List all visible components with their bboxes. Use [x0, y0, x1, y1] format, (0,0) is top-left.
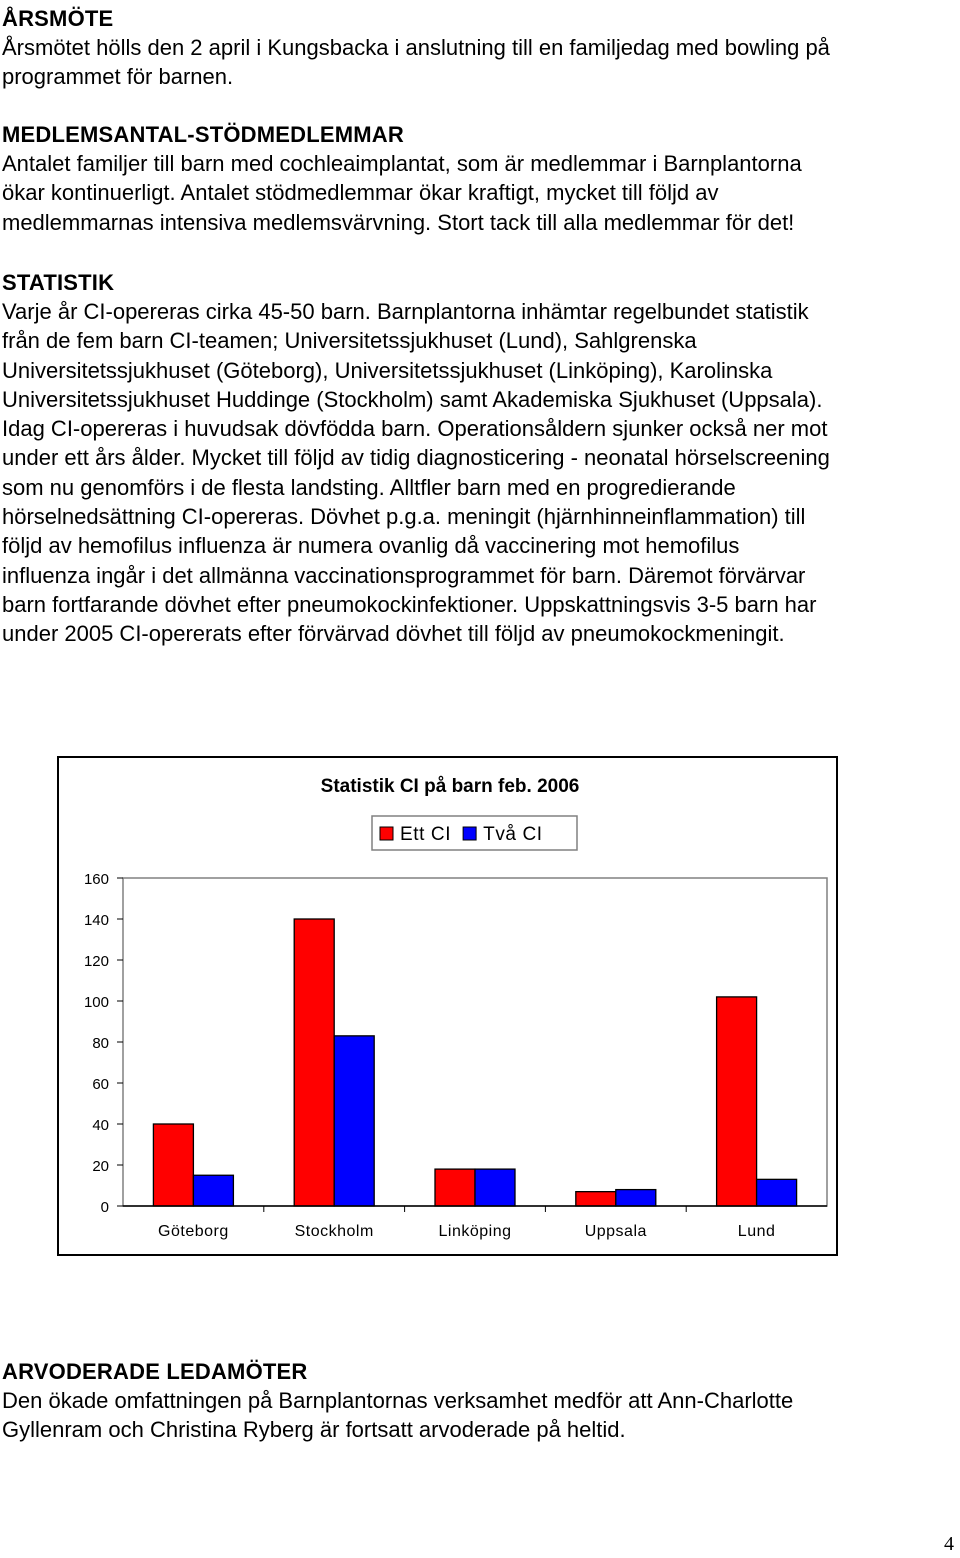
- bar: [717, 997, 757, 1206]
- page-number: 4: [944, 1533, 954, 1555]
- y-tick-label: 120: [83, 953, 109, 970]
- text-line: programmet för barnen.: [2, 64, 234, 90]
- text-line: influenza ingår i det allmänna vaccinationsprogrammet för barn. Däremot förvärvar: [2, 562, 806, 588]
- text-line: ökar kontinuerligt. Antalet stödmedlemmar ökar kraftigt, mycket till följd av: [2, 180, 719, 206]
- section-heading: ÅRSMÖTE: [2, 6, 114, 31]
- y-tick-label: 100: [83, 994, 109, 1011]
- y-tick-label: 80: [92, 1035, 109, 1052]
- bar: [334, 1036, 374, 1206]
- x-tick-label: Lund: [737, 1223, 776, 1240]
- section-statistik: [2, 268, 958, 649]
- y-tick-label: 0: [100, 1199, 109, 1216]
- x-tick-label: Göteborg: [158, 1223, 229, 1240]
- text-line: från de fem barn CI-teamen; Universitetssjukhuset (Lund), Sahlgrenska: [2, 328, 697, 354]
- section-body: [2, 297, 958, 649]
- section-heading: MEDLEMSANTAL-STÖDMEDLEMMAR: [2, 122, 404, 147]
- bar: [294, 919, 334, 1206]
- legend-label: Två CI: [483, 824, 543, 845]
- bar: [757, 1179, 797, 1206]
- x-tick-label: Stockholm: [294, 1223, 374, 1240]
- text-line: medlemmarnas intensiva medlemsvärvning. Stort tack till alla medlemmar för det!: [2, 209, 795, 235]
- text-line: Idag CI-opereras i huvudsak dövfödda barn. Operationsåldern sjunker också ner mot: [2, 416, 828, 442]
- text-line: som nu genomförs i de flesta landsting. Alltfler barn med en progredierande: [2, 474, 736, 500]
- text-line: Årsmötet hölls den 2 april i Kungsbacka i anslutning till en familjedag med bowling på: [2, 35, 830, 60]
- y-tick-label: 40: [92, 1117, 109, 1134]
- text-line: Gyllenram och Christina Ryberg är fortsatt arvoderade på heltid.: [2, 1417, 626, 1443]
- chart-plot-area: [84, 871, 827, 1240]
- y-tick-label: 60: [92, 1076, 109, 1093]
- chart-title: Statistik CI på barn feb. 2006: [320, 776, 580, 797]
- section-body: [2, 1386, 958, 1445]
- bar: [435, 1169, 475, 1206]
- text-line: Universitetssjukhuset Huddinge (Stockholm) samt Akademiska Sjukhuset (Uppsala).: [2, 386, 823, 412]
- section-arvoderade: [2, 1357, 958, 1445]
- bar: [576, 1192, 616, 1206]
- text-line: under ett års ålder. Mycket till följd av tidig diagnosticering - neonatal hörselscreening: [2, 445, 830, 471]
- section-body: [2, 33, 958, 92]
- section-arsmote: [2, 4, 958, 92]
- text-line: Universitetssjukhuset (Göteborg), Universitetssjukhuset (Linköping), Karolinska: [2, 357, 773, 383]
- chart-legend: [372, 816, 577, 850]
- legend-swatch: [463, 827, 476, 840]
- legend-swatch: [380, 827, 393, 840]
- section-heading: ARVODERADE LEDAMÖTER: [2, 1359, 308, 1384]
- section-body: [2, 149, 958, 237]
- x-tick-label: Linköping: [438, 1223, 512, 1240]
- y-tick-label: 160: [83, 871, 109, 888]
- y-tick-label: 20: [92, 1158, 109, 1175]
- section-medlemsantal: [2, 120, 958, 237]
- chart-container: [57, 756, 838, 1256]
- text-line: följd av hemofilus influenza är numera ovanlig då vaccinering mot hemofilus: [2, 533, 740, 559]
- text-line: under 2005 CI-opererats efter förvärvad dövhet till följd av pneumokockmeningit.: [2, 621, 785, 647]
- text-line: barn fortfarande dövhet efter pneumokockinfektioner. Uppskattningsvis 3-5 barn har: [2, 591, 817, 617]
- bar-chart: [59, 758, 836, 1254]
- legend-label: Ett CI: [400, 824, 452, 845]
- y-tick-label: 140: [83, 912, 109, 929]
- text-line: hörselnedsättning CI-opereras. Dövhet p.g.a. meningit (hjärnhinneinflammation) till: [2, 504, 806, 530]
- text-line: Den ökade omfattningen på Barnplantornas verksamhet medför att Ann-Charlotte: [2, 1388, 794, 1413]
- bar: [153, 1124, 193, 1206]
- bar: [193, 1175, 233, 1206]
- bar: [616, 1190, 656, 1206]
- x-tick-label: Uppsala: [584, 1223, 647, 1240]
- bar: [475, 1169, 515, 1206]
- text-line: Antalet familjer till barn med cochleaimplantat, som är medlemmar i Barnplantorna: [2, 151, 802, 176]
- section-heading: STATISTIK: [2, 270, 115, 295]
- text-line: Varje år CI-opereras cirka 45-50 barn. Barnplantorna inhämtar regelbundet statistik: [2, 299, 809, 324]
